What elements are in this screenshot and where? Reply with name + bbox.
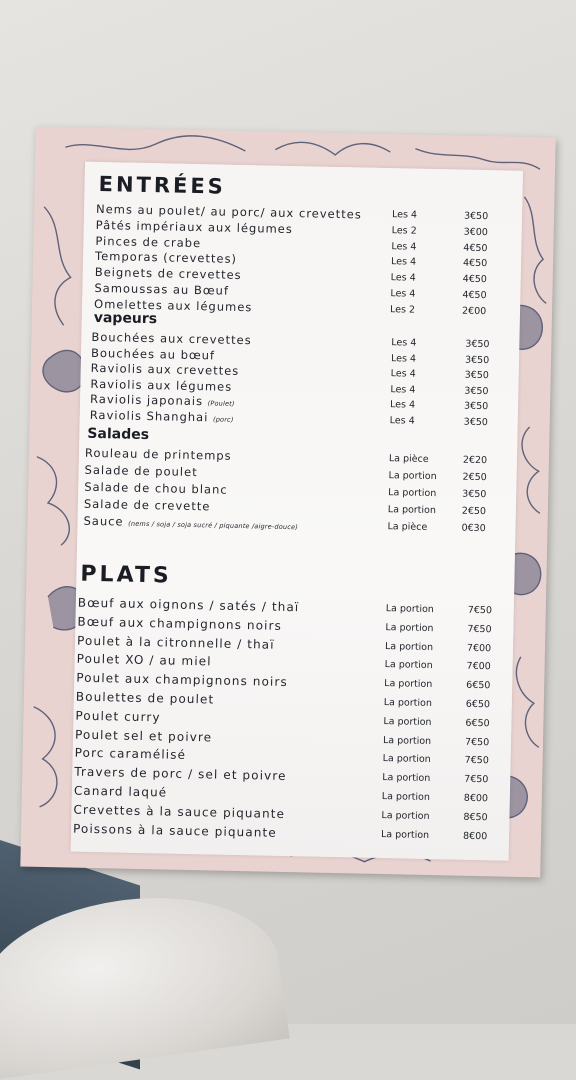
menu-item-name bbox=[74, 784, 168, 800]
menu-item-name bbox=[91, 345, 215, 362]
section-title-salades: Salades bbox=[87, 425, 150, 444]
menu-item-unit: La portion bbox=[385, 621, 434, 634]
menu-item-name bbox=[74, 765, 287, 783]
menu-item-note: (Poulet) bbox=[207, 399, 235, 409]
menu-item-unit: La portion bbox=[380, 828, 430, 841]
menu-item-name bbox=[90, 377, 232, 394]
menu-item-price: 3€50 bbox=[463, 401, 489, 413]
menu-item-unit: La portion bbox=[382, 753, 431, 766]
menu-item-name bbox=[95, 265, 242, 282]
menu-item-unit: La portion bbox=[384, 678, 433, 691]
menu-item-name bbox=[95, 249, 237, 266]
menu-item-price: 2€20 bbox=[462, 454, 488, 467]
menu-item-name-text: Bœuf aux oignons / satés / thaï bbox=[77, 595, 300, 615]
menu-sheet bbox=[20, 127, 555, 878]
section-title-vapeurs: vapeurs bbox=[93, 309, 158, 328]
menu-item-price: 7€50 bbox=[464, 736, 490, 748]
menu-item-price: 6€50 bbox=[465, 698, 491, 711]
menu-page bbox=[71, 162, 523, 861]
menu-item-unit: La portion bbox=[383, 697, 433, 710]
menu-item-price: 7€00 bbox=[466, 661, 491, 673]
menu-item-name-text: Travers de porc / sel et poivre bbox=[74, 764, 287, 784]
menu-item-name bbox=[73, 821, 277, 839]
menu-item-unit: Les 4 bbox=[391, 240, 417, 253]
menu-item-price: 3€50 bbox=[465, 338, 490, 351]
menu-item-name-text: Salade de poulet bbox=[84, 462, 198, 480]
menu-item-name-text: Temporas (crevettes) bbox=[94, 249, 238, 267]
menu-item-name-text: Poissons à la sauce piquante bbox=[72, 821, 277, 840]
menu-item-price: 7€50 bbox=[464, 773, 489, 786]
menu-item-unit: La portion bbox=[381, 809, 430, 822]
menu-item-price: 7€00 bbox=[466, 642, 492, 654]
menu-item-name bbox=[84, 463, 197, 479]
menu-item-unit: La portion bbox=[388, 487, 437, 500]
menu-item-price: 2€50 bbox=[462, 471, 487, 484]
menu-item-unit: Les 4 bbox=[390, 383, 416, 396]
menu-item-name bbox=[90, 392, 235, 409]
menu-item-name-text: Boulettes de poulet bbox=[75, 689, 215, 707]
menu-item-name-text: Poulet à la citronnelle / thaï bbox=[76, 633, 275, 652]
menu-item-unit: Les 4 bbox=[389, 415, 415, 427]
menu-item-name-text: Poulet aux champignons noirs bbox=[76, 670, 288, 690]
menu-item-price: 3€50 bbox=[464, 369, 489, 382]
menu-item-name-text: Poulet curry bbox=[75, 708, 161, 725]
menu-item-name-text: Pâtés impériaux aux légumes bbox=[95, 217, 293, 236]
menu-item-name-text: Canard laqué bbox=[73, 783, 168, 800]
menu-item-price: 8€00 bbox=[463, 792, 489, 805]
menu-item-name-text: Salade de crevette bbox=[83, 496, 211, 514]
menu-item-name bbox=[84, 480, 228, 497]
menu-item-name-text: Nems au poulet/ au porc/ aux crevettes bbox=[95, 201, 362, 222]
menu-item-name-text: Salade de chou blanc bbox=[84, 479, 228, 497]
menu-item-name-text: Sauce bbox=[83, 513, 124, 529]
menu-item-name-text: Raviolis aux crevettes bbox=[90, 361, 240, 379]
menu-item-name bbox=[76, 690, 215, 707]
menu-item-name-text: Raviolis Shanghai bbox=[89, 407, 209, 425]
menu-item-name bbox=[73, 802, 285, 820]
menu-item-name-text: Crevettes à la sauce piquante bbox=[73, 802, 286, 821]
menu-item-price: 4€50 bbox=[462, 273, 487, 286]
menu-item-name bbox=[91, 361, 240, 378]
menu-item-name bbox=[95, 234, 201, 250]
menu-item-note: (porc) bbox=[212, 415, 234, 424]
menu-item-unit: Les 4 bbox=[390, 272, 416, 284]
menu-item-unit: Les 4 bbox=[390, 368, 416, 380]
menu-item-name-text: Rouleau de printemps bbox=[84, 445, 232, 463]
menu-item-name bbox=[91, 330, 252, 347]
menu-item-unit: La portion bbox=[381, 791, 431, 804]
menu-item-unit: Les 4 bbox=[390, 352, 417, 365]
menu-item-price: 0€30 bbox=[461, 522, 486, 535]
menu-item-unit: Les 4 bbox=[391, 337, 417, 349]
menu-item-name bbox=[77, 614, 282, 632]
menu-item-name-text: Samoussas au Bœuf bbox=[94, 280, 230, 298]
menu-item-price: 3€50 bbox=[464, 385, 489, 397]
menu-item-name-text: Raviolis japonais bbox=[89, 392, 204, 409]
menu-item-unit: Les 4 bbox=[390, 256, 417, 269]
menu-item-unit: La portion bbox=[384, 640, 434, 653]
menu-item-name-text: Bœuf aux champignons noirs bbox=[77, 614, 283, 633]
menu-item-price: 2€00 bbox=[461, 305, 487, 317]
menu-item-price: 4€50 bbox=[463, 242, 488, 254]
menu-item-price: 3€50 bbox=[464, 354, 490, 366]
section-title-entrees: ENTRÉES bbox=[98, 171, 227, 199]
menu-item-unit: La pièce bbox=[387, 521, 428, 533]
menu-item-name-text: Poulet XO / au miel bbox=[76, 652, 212, 669]
menu-item-name bbox=[75, 708, 160, 724]
menu-item-price: 3€50 bbox=[462, 488, 487, 501]
menu-item-price: 7€50 bbox=[467, 604, 493, 617]
menu-item-price: 6€50 bbox=[465, 717, 490, 730]
menu-item-unit: La pièce bbox=[388, 453, 429, 465]
menu-item-name bbox=[84, 497, 211, 514]
menu-item-price: 8€50 bbox=[463, 811, 488, 824]
menu-item-price: 3€50 bbox=[463, 210, 489, 223]
menu-item-name bbox=[90, 408, 234, 425]
menu-item-unit: Les 4 bbox=[390, 288, 416, 300]
menu-item-unit: La portion bbox=[385, 603, 434, 616]
menu-item-name-text: Pinces de crabe bbox=[95, 233, 202, 250]
menu-item-price: 8€00 bbox=[462, 830, 488, 842]
menu-item-name bbox=[96, 218, 293, 236]
menu-item-unit: La portion bbox=[383, 715, 432, 728]
menu-item-unit: Les 4 bbox=[389, 399, 416, 412]
menu-item-name-text: Bouchées au bœuf bbox=[90, 345, 216, 363]
menu-item-price: 3€00 bbox=[463, 226, 488, 238]
menu-item-unit: La portion bbox=[382, 734, 432, 747]
menu-item-price: 6€50 bbox=[466, 679, 491, 692]
menu-item-name bbox=[85, 446, 232, 463]
menu-item-unit: La portion bbox=[384, 659, 433, 672]
menu-item-price: 3€50 bbox=[463, 416, 489, 429]
menu-item-name bbox=[94, 281, 229, 298]
menu-item-note: (nems / soja / soja sucré / piquante /aigre-douce) bbox=[128, 519, 299, 532]
menu-item-unit: La portion bbox=[388, 470, 437, 483]
menu-item-name bbox=[77, 652, 212, 669]
menu-item-name bbox=[78, 596, 300, 615]
menu-item-price: 7€50 bbox=[467, 623, 492, 636]
section-title-plats: PLATS bbox=[80, 561, 172, 589]
menu-item-name bbox=[75, 727, 212, 744]
menu-item-unit: Les 2 bbox=[391, 224, 417, 237]
menu-item-price: 7€50 bbox=[464, 755, 489, 767]
menu-item-price: 4€50 bbox=[462, 258, 488, 270]
menu-item-name-text: Bouchées aux crevettes bbox=[91, 329, 252, 348]
menu-item-name-text: Beignets de crevettes bbox=[94, 265, 242, 283]
menu-item-name-text: Omelettes aux légumes bbox=[93, 296, 253, 315]
menu-item-name-text: Raviolis aux légumes bbox=[90, 376, 233, 394]
menu-item-unit: La portion bbox=[382, 772, 431, 785]
menu-item-price: 2€50 bbox=[461, 505, 487, 518]
menu-item-unit: Les 4 bbox=[391, 209, 418, 221]
menu-item-name bbox=[75, 746, 187, 762]
menu-item-name-text: Porc caramélisé bbox=[74, 745, 187, 763]
menu-item-name-text: Poulet sel et poivre bbox=[74, 727, 213, 745]
menu-item-name bbox=[77, 633, 275, 651]
menu-item-unit: La portion bbox=[387, 504, 437, 517]
menu-item-unit: Les 2 bbox=[389, 303, 416, 316]
menu-item-price: 4€50 bbox=[462, 289, 487, 302]
menu-item-name bbox=[76, 671, 288, 689]
